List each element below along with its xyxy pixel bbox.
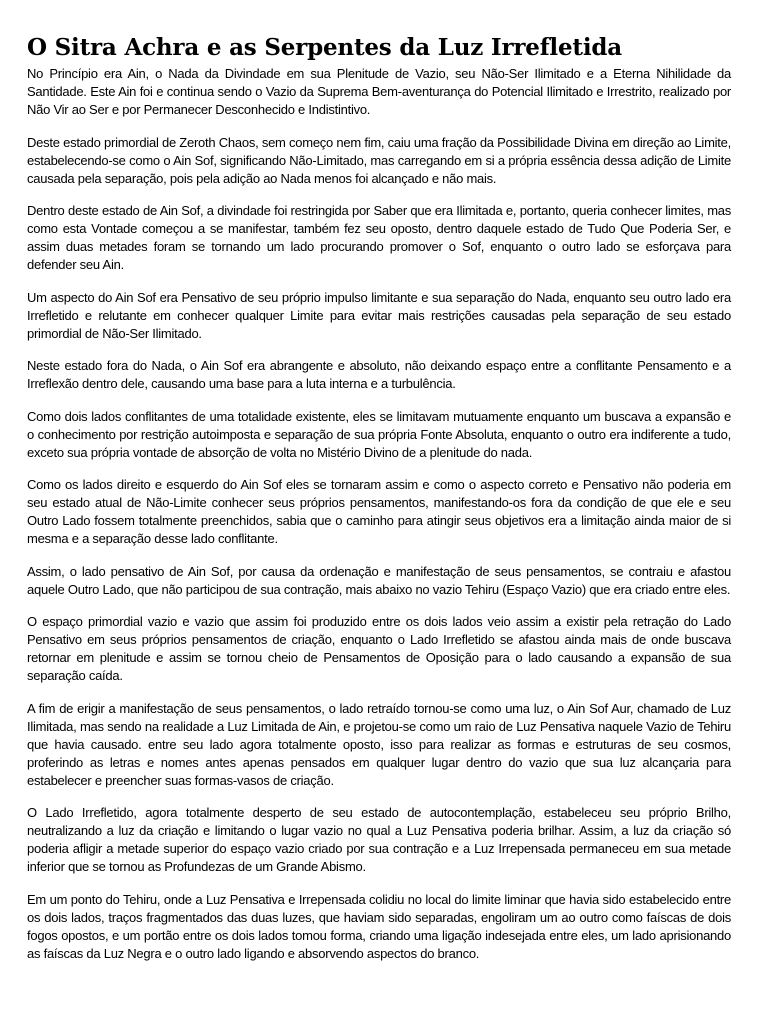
paragraph: Deste estado primordial de Zeroth Chaos, sem começo nem fim, caiu uma fração da Possibilidade Divina em direção ao Limite, estabelecendo-se como o Ain Sof, significando Não-Limitado, mas carregando em si a própria essência dessa adição de Limite causada pela separação, pois pela adição ao Nada menos foi alcançado e não mais. xyxy=(27,134,731,186)
paragraph: O espaço primordial vazio e vazio que assim foi produzido entre os dois lados veio assim a existir pela retração do Lado Pensativo em seus próprios pensamentos de criação, enquanto o Lado Irrefletido se afastou ainda mais de onde buscava retornar em plenitude e assim se tornou cheio de Pensamentos de Oposição para o lado causando a expansão de sua separação caída. xyxy=(27,614,731,683)
paragraph: Dentro deste estado de Ain Sof, a divindade foi restringida por Saber que era Ilimitada e, portanto, queria conhecer limites, mas como esta Vontade começou a se manifestar, também fez seu oposto, dentro daquele estado de Tudo Que Poderia Ser, e assim duas metades foram se tornando um lado procurando promover o Sof, enquanto o outro lado se esforçava para defender seu Ain. xyxy=(27,203,731,272)
paragraph: Um aspecto do Ain Sof era Pensativo de seu próprio impulso limitante e sua separação do Nada, enquanto seu outro lado era Irrefletido e relutante em conhecer qualquer Limite para evitar mais restrições causadas pela separação de seu estado primordial de Não-Ser Ilimitado. xyxy=(27,289,731,341)
paragraph: Como dois lados conflitantes de uma totalidade existente, eles se limitavam mutuamente enquanto um buscava a expansão e o conhecimento por restrição autoimposta e separação de sua própria Fonte Absoluta, enquanto o outro era indiferente a tudo, exceto sua própria vontade de absorção de volta no Mistério Divino de a plenitude do nada. xyxy=(27,408,731,460)
paragraph: Assim, o lado pensativo de Ain Sof, por causa da ordenação e manifestação de seus pensamentos, se contraiu e afastou aquele Outro Lado, que não participou de sua contração, mais abaixo no vazio Tehiru (Espaço Vazio) que era criado entre eles. xyxy=(27,563,731,597)
paragraph: Em um ponto do Tehiru, onde a Luz Pensativa e Irrepensada colidiu no local do limite liminar que havia sido estabelecido entre os dois lados, traços fragmentados das duas luzes, que haviam sido separadas, engoliram um ao outro como faíscas de dois fogos opostos, e um portão entre os dois lados tomou forma, criando uma ligação indesejada entre eles, um lado aprisionando as faíscas da Luz Negra e o outro lado ligando e absorvendo aspectos do branco. xyxy=(27,891,731,961)
document-page xyxy=(27,32,731,977)
paragraph: Neste estado fora do Nada, o Ain Sof era abrangente e absoluto, não deixando espaço entre a conflitante Pensamento e a Irreflexão dentro dele, causando uma base para a luta interna e a turbulência. xyxy=(27,358,731,391)
paragraph: A fim de erigir a manifestação de seus pensamentos, o lado retraído tornou-se como uma luz, o Ain Sof Aur, chamado de Luz Ilimitada, mas sendo na realidade a Luz Limitada de Ain, e projetou-se como um raio de Luz Pensativa naquele Vazio de Tehiru que havia causado. entre seu lado agora totalmente oposto, isso para realizar as formas e estruturas de seu cosmos, proferindo as letras e nomes antes apenas pensados em qualquer lugar dentro do vazio que sua luz alcançaria para estabelecer e preencher suas formas-vasos de criação. xyxy=(27,700,731,788)
page-title: O Sitra Achra e as Serpentes da Luz Irrefletida xyxy=(27,34,622,61)
paragraph: No Princípio era Ain, o Nada da Divindade em sua Plenitude de Vazio, seu Não-Ser Ilimitado e a Eterna Nihilidade da Santidade. Este Ain foi e continua sendo o Vazio da Suprema Bem-aventurança do Potencial Ilimitado e Irrestrito, realizado por Não Vir ao Ser e por Permanecer Desconhecido e Indistintivo. xyxy=(27,66,731,117)
paragraph: O Lado Irrefletido, agora totalmente desperto de seu estado de autocontemplação, estabeleceu seu próprio Brilho, neutralizando a luz da criação e limitando o lugar vazio no qual a Luz Pensativa poderia brilhar. Assim, a luz da criação só poderia afligir a metade superior do espaço vazio criado por sua contração e a Luz Irrepensada permaneceu em sua metade inferior que se tornou as Profundezas de um Grande Abismo. xyxy=(27,805,731,874)
paragraph: Como os lados direito e esquerdo do Ain Sof eles se tornaram assim e como o aspecto correto e Pensativo não poderia em seu estado atual de Não-Limite conhecer seus próprios pensamentos, manifestando-os fora da condição de que ele e seu Outro Lado fossem totalmente preenchidos, sabia que o caminho para atingir seus objetivos era a limitação ainda maior de si mesma e a separação desse lado conflitante. xyxy=(27,477,731,546)
